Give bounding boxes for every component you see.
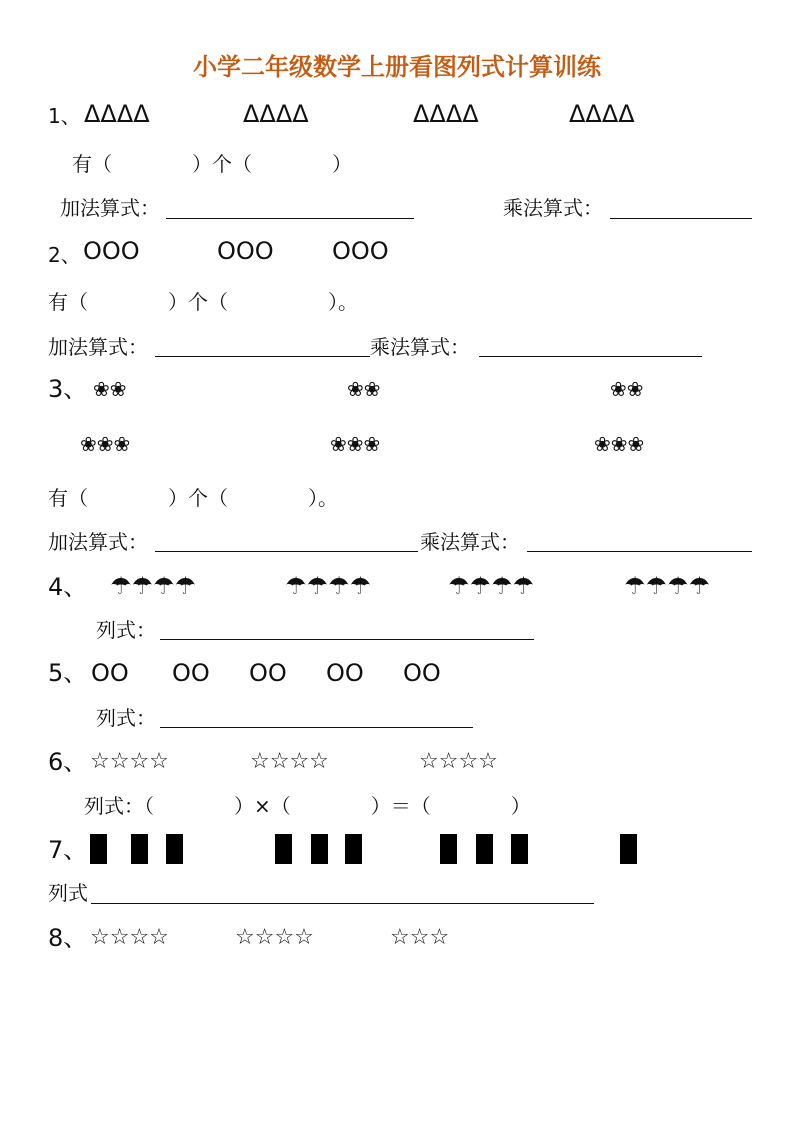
q4-formula-label: 列式： (96, 618, 156, 642)
q4-formula-answer-line[interactable] (160, 639, 534, 640)
q1-number: 1、 (48, 104, 81, 128)
page-title: 小学二年级数学上册看图列式计算训练 (193, 53, 601, 81)
q3-mul-label: 乘法算式： (420, 530, 520, 554)
q4-group-2: ☂☂☂☂ (285, 572, 372, 600)
q7-block (620, 834, 637, 864)
q3-add-answer-line[interactable] (155, 551, 418, 552)
q5-formula-answer-line[interactable] (160, 727, 473, 728)
q2-group-3: OOO (332, 237, 389, 265)
q3-row1-group-2: ❀❀ (347, 377, 381, 401)
q7-number: 7、 (48, 836, 88, 864)
q1-mul-label: 乘法算式： (503, 196, 603, 220)
q3-mul-answer-line[interactable] (527, 551, 752, 552)
q1-add-label: 加法算式： (60, 196, 160, 220)
q5-group-1: OO (91, 659, 129, 687)
q5-number: 5、 (48, 659, 88, 687)
q5-group-3: OO (249, 659, 287, 687)
q2-add-answer-line[interactable] (155, 356, 370, 357)
q7-block (311, 834, 328, 864)
q3-row2-group-3: ❀❀❀ (594, 432, 645, 456)
q8-number: 8、 (48, 924, 88, 952)
q6-group-3: ☆☆☆☆ (419, 749, 498, 774)
q4-number: 4、 (48, 573, 88, 601)
q7-block (166, 834, 183, 864)
q1-add-answer-line[interactable] (166, 218, 414, 219)
q4-group-3: ☂☂☂☂ (448, 572, 535, 600)
q5-formula-label: 列式： (96, 706, 156, 730)
q3-have-line: 有（ ）个（ ）。 (48, 486, 338, 510)
q8-group-3: ☆☆☆ (390, 925, 450, 950)
q7-block (275, 834, 292, 864)
q2-group-1: OOO (83, 237, 140, 265)
q5-group-4: OO (326, 659, 364, 687)
q8-group-1: ☆☆☆☆ (90, 925, 169, 950)
q3-number: 3、 (48, 375, 88, 403)
q7-formula-answer-line[interactable] (91, 903, 594, 904)
q1-group-1: ΔΔΔΔ (84, 100, 150, 128)
q1-group-4: ΔΔΔΔ (569, 100, 635, 128)
q1-have-line: 有（ ）个（ ） (72, 152, 352, 176)
q3-row2-group-2: ❀❀❀ (330, 432, 381, 456)
q7-block (345, 834, 362, 864)
q7-formula-label: 列式 (48, 881, 88, 905)
q7-block (90, 834, 107, 864)
q3-add-label: 加法算式： (48, 530, 148, 554)
q2-have-line: 有（ ）个（ ）。 (48, 290, 358, 314)
q8-group-2: ☆☆☆☆ (235, 925, 314, 950)
q2-mul-label: 乘法算式： (370, 335, 470, 359)
q5-group-5: OO (403, 659, 441, 687)
q3-row2-group-1: ❀❀❀ (80, 432, 131, 456)
q3-row1-group-1: ❀❀ (93, 377, 127, 401)
q6-group-1: ☆☆☆☆ (90, 749, 169, 774)
q1-group-2: ΔΔΔΔ (243, 100, 309, 128)
q7-block (131, 834, 148, 864)
q4-group-4: ☂☂☂☂ (624, 572, 711, 600)
q1-group-3: ΔΔΔΔ (413, 100, 479, 128)
q7-block (511, 834, 528, 864)
q2-add-label: 加法算式： (48, 335, 148, 359)
q7-block (476, 834, 493, 864)
q4-group-1: ☂☂☂☂ (110, 572, 197, 600)
q6-formula-line: 列式：（ ）×（ ）＝（ ） (84, 794, 531, 818)
q6-group-2: ☆☆☆☆ (250, 749, 329, 774)
q2-group-2: OOO (217, 237, 274, 265)
q5-group-2: OO (172, 659, 210, 687)
q2-number: 2、 (48, 243, 81, 267)
q1-mul-answer-line[interactable] (610, 218, 752, 219)
q3-row1-group-3: ❀❀ (610, 377, 644, 401)
q6-number: 6、 (48, 748, 88, 776)
q7-block (440, 834, 457, 864)
q2-mul-answer-line[interactable] (479, 356, 702, 357)
